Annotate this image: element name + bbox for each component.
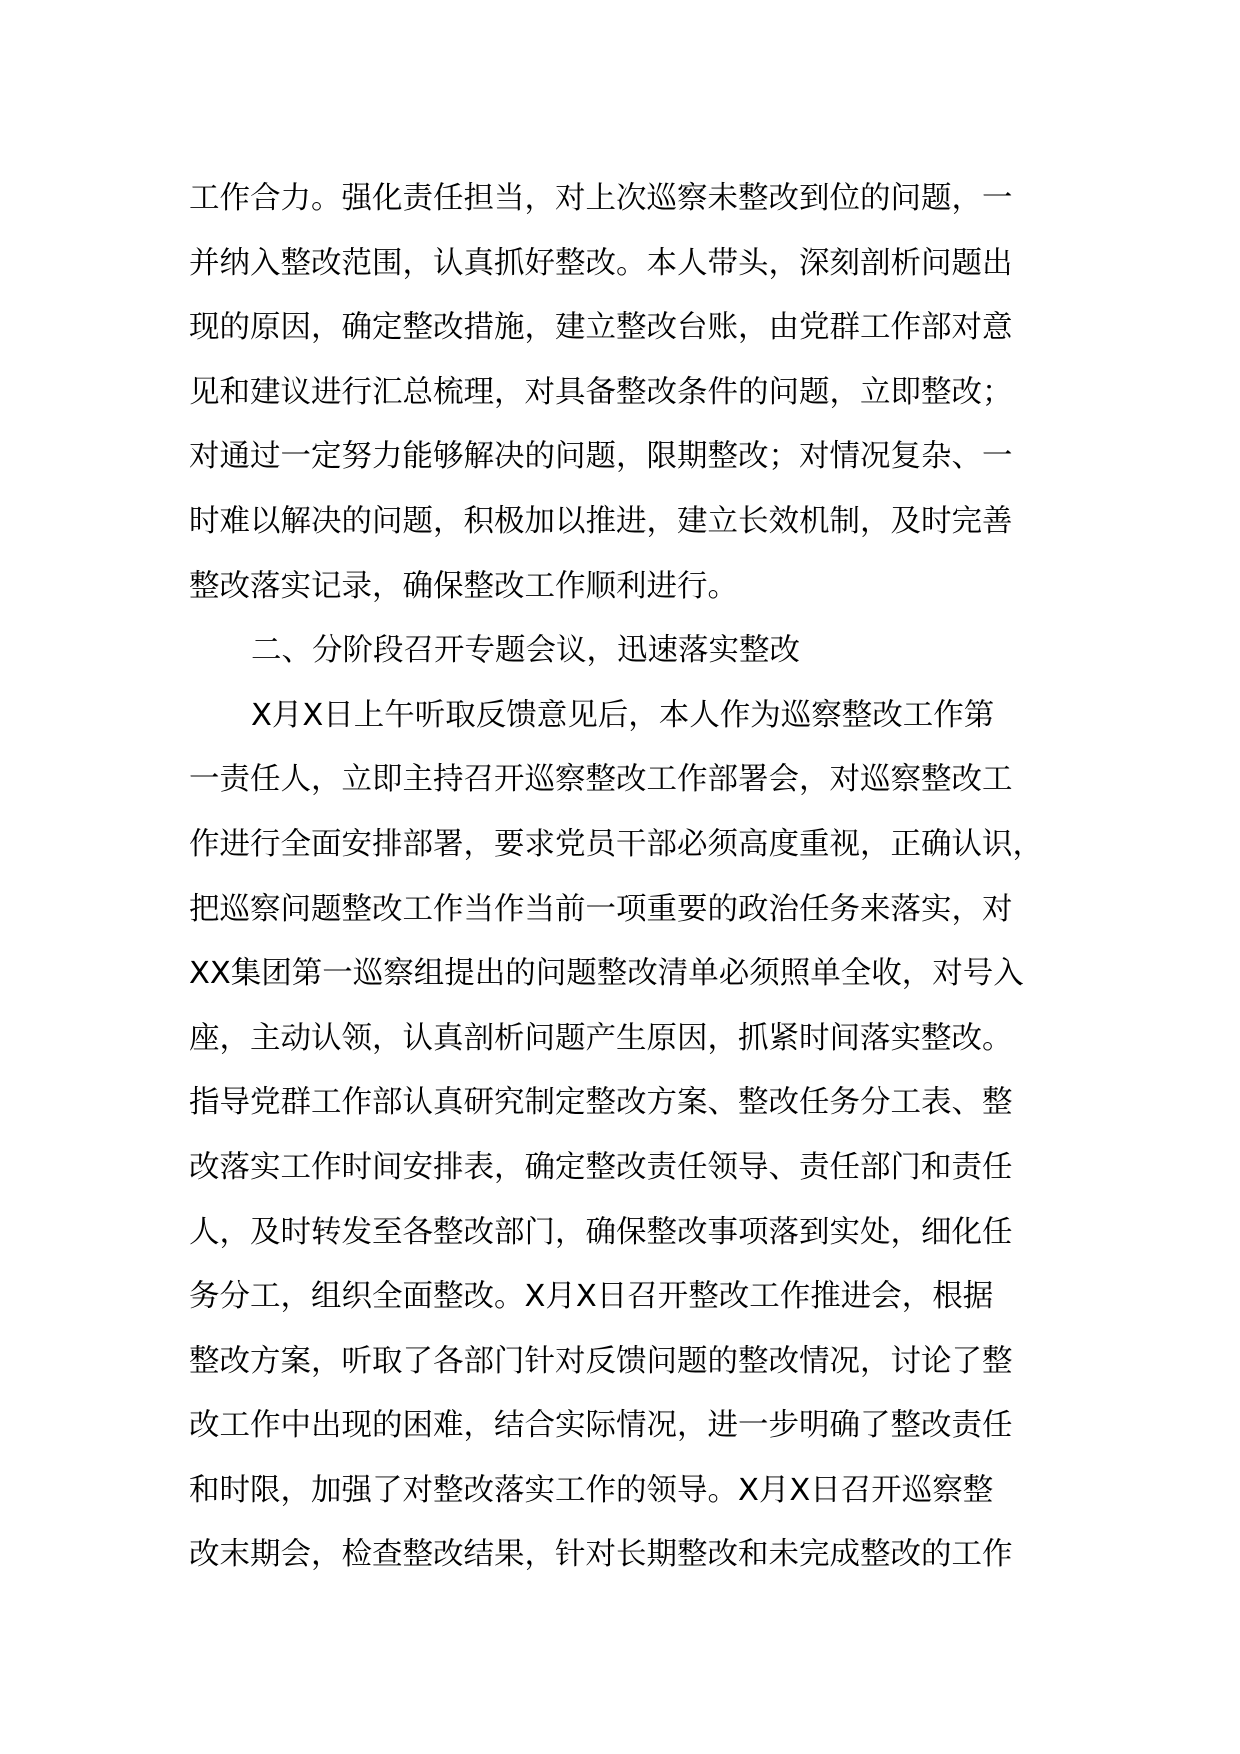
body-text [189, 167, 1069, 1588]
text-line: 并纳入整改范围，认真抓好整改。本人带头，深刻剖析问题出 [189, 245, 1013, 281]
text-line: 一责任人，立即主持召开巡察整改工作部署会，对巡察整改工 [189, 762, 1013, 798]
text-line: 整改落实记录，确保整改工作顺利进行。 [189, 568, 738, 604]
text-line: 现的原因，确定整改措施，建立整改台账，由党群工作部对意 [189, 310, 1013, 346]
text-line: 对通过一定努力能够解决的问题，限期整改；对情况复杂、一 [189, 439, 1013, 475]
text-line: 改落实工作时间安排表，确定整改责任领导、责任部门和责任 [189, 1149, 1013, 1185]
text-line: 作进行全面安排部署，要求党员干部必须高度重视，正确认识， [189, 826, 1043, 862]
text-line: 人，及时转发至各整改部门，确保整改事项落到实处，细化任 [189, 1214, 1013, 1250]
text-line: 改工作中出现的困难，结合实际情况，进一步明确了整改责任 [189, 1408, 1013, 1444]
paragraph-first-line: X月X日上午听取反馈意见后，本人作为巡察整改工作第 [251, 697, 995, 733]
text-line: 改末期会，检查整改结果，针对长期整改和未完成整改的工作 [189, 1537, 1013, 1573]
text-line: 指导党群工作部认真研究制定整改方案、整改任务分工表、整 [189, 1085, 1013, 1121]
text-line: 见和建议进行汇总梳理，对具备整改条件的问题，立即整改； [189, 374, 1013, 410]
text-line: 整改方案，听取了各部门针对反馈问题的整改情况，讨论了整 [189, 1343, 1013, 1379]
text-line: 座，主动认领，认真剖析问题产生原因，抓紧时间落实整改。 [189, 1020, 1013, 1056]
text-line: 工作合力。强化责任担当，对上次巡察未整改到位的问题，一 [189, 181, 1013, 216]
text-line: 时难以解决的问题，积极加以推进，建立长效机制，及时完善 [189, 503, 1013, 539]
text-line: 和时限，加强了对整改落实工作的领导。X月X日召开巡察整 [189, 1472, 994, 1508]
text-line: 把巡察问题整改工作当作当前一项重要的政治任务来落实，对 [189, 891, 1013, 927]
section-heading: 二、分阶段召开专题会议，迅速落实整改 [251, 633, 800, 669]
text-line: 务分工，组织全面整改。X月X日召开整改工作推进会，根据 [189, 1279, 994, 1315]
text-line: XX集团第一巡察组提出的问题整改清单必须照单全收，对号入 [189, 956, 1024, 992]
